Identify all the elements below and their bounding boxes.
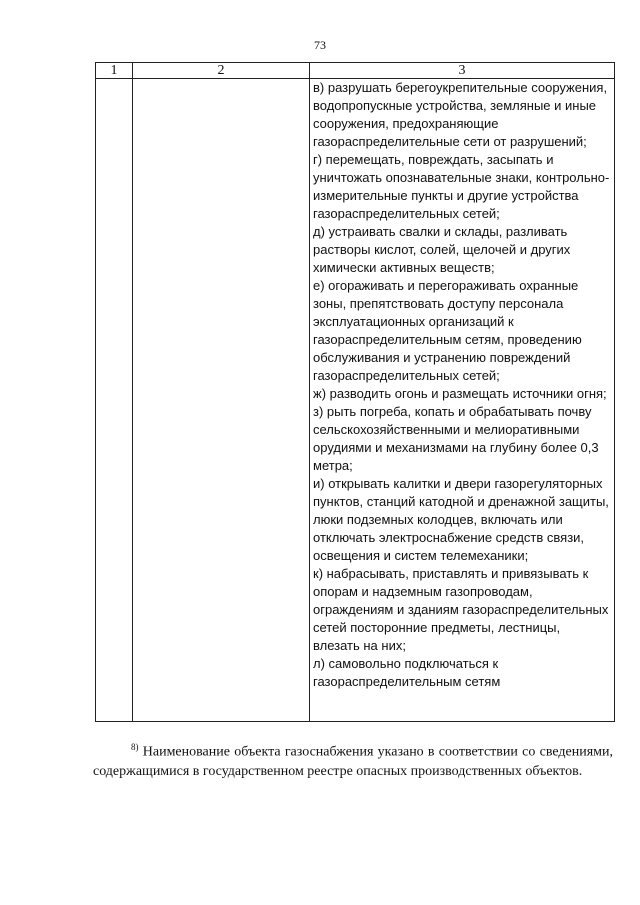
list-item: в) разрушать берегоукрепительные сооружения, водопропускные устройства, земляные и иные сооружения, предохраняющие газораспределительные сети от разрушений; xyxy=(313,80,608,149)
cell-col-2 xyxy=(133,79,310,722)
requirements-table xyxy=(95,62,615,722)
footnote-marker: 8) xyxy=(131,742,139,752)
cell-col-1 xyxy=(96,79,133,722)
header-col-1: 1 xyxy=(96,63,133,79)
list-item: к) набрасывать, приставлять и привязывать к опорам и надземным газопроводам, ограждениям и зданиям газораспределительных сетей посторонние предметы, лестницы, влезать на них; xyxy=(313,566,609,653)
header-col-2: 2 xyxy=(133,63,310,79)
table-header-row xyxy=(96,63,615,79)
list-item: з) рыть погреба, копать и обрабатывать почву сельскохозяйственными и мелиоративными орудиями и механизмами на глубину более 0,3 метра; xyxy=(313,404,599,473)
header-col-3: 3 xyxy=(310,63,615,79)
list-item: ж) разводить огонь и размещать источники огня; xyxy=(313,386,607,401)
list-item: е) огораживать и перегораживать охранные зоны, препятствовать доступу персонала эксплуатационных организаций к газораспределительным сетям, проведению обслуживания и устранению повреждений газораспределительных сетей; xyxy=(313,278,582,383)
table-row xyxy=(96,79,615,722)
cell-col-3 xyxy=(310,79,615,722)
footnote-text: Наименование объекта газоснабжения указано в соответствии со сведениями, содержащимися в государственном реестре опасных производственных объектов. xyxy=(93,744,613,780)
page-number: 73 xyxy=(314,38,326,52)
list-item: г) перемещать, повреждать, засыпать и уничтожать опознавательные знаки, контрольно-измерительные пункты и другие устройства газораспределительных сетей; xyxy=(313,152,610,221)
list-item: и) открывать калитки и двери газорегуляторных пунктов, станций катодной и дренажной защиты, люки подземных колодцев, включать или отключать электроснабжение средств связи, освещения и систем телемеханики; xyxy=(313,476,609,563)
footnote xyxy=(93,738,613,782)
list-item: л) самовольно подключаться к газораспределительным сетям xyxy=(313,656,501,689)
list-item: д) устраивать свалки и склады, разливать растворы кислот, солей, щелочей и других химически активных веществ; xyxy=(313,224,571,275)
